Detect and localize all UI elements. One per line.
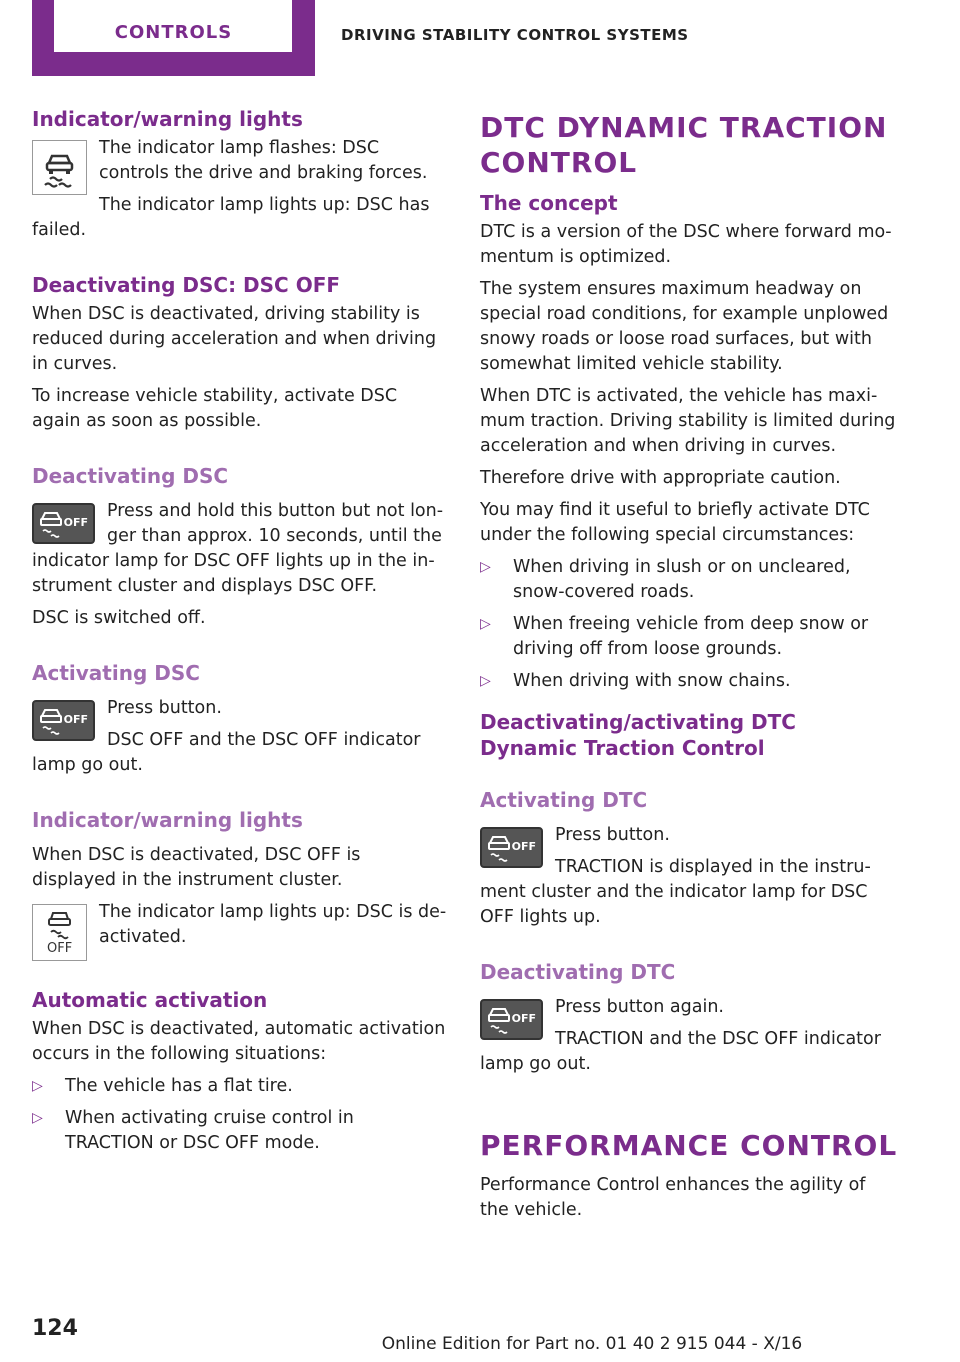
text-press2: Press button again. <box>555 997 724 1017</box>
press-hold-block <box>32 499 448 606</box>
text-flashes: The indicator lamp flashes: DSC controls the drive and braking forces. <box>99 138 428 183</box>
text-press-button: Press button. <box>107 698 222 718</box>
text-concept3: When DTC is activated, the vehicle has maximum traction. Driving stability is limited during acceleration and when driving in curves. <box>480 386 896 456</box>
text-deact1: When DSC is deactivated, driving stability is reduced during acceleration and when driving in curves. <box>32 304 437 374</box>
dsc-off-button-icon <box>32 503 95 544</box>
text-press-hold: Press and hold this button but not longer than approx. 10 seconds, until the indicator lamp for DSC OFF lights up in the instrument cluster and displays DSC OFF. <box>32 501 444 596</box>
header-tab <box>32 0 315 76</box>
text-switched-off: DSC is switched off. <box>32 608 206 628</box>
list-item: ▷ When driving in slush or on uncleared, snow-covered roads. <box>480 557 851 602</box>
off-label: OFF <box>511 1012 536 1025</box>
heading-indicator-lights: Indicator/warning lights <box>32 107 303 131</box>
dsc-off-button-icon <box>480 999 543 1040</box>
right-column <box>480 110 898 1230</box>
list-item: ▷ When driving with snow chains. <box>480 669 898 694</box>
text-failed: The indicator lamp lights up: DSC has failed. <box>32 195 430 240</box>
dsc-off-indicator-icon <box>32 904 87 961</box>
heading-concept: The concept <box>480 191 618 215</box>
dsc-off-button-icon <box>32 700 95 741</box>
text-concept1: DTC is a version of the DSC where forward momentum is optimized. <box>480 222 892 267</box>
heading-indicator-lights-2: Indicator/warning lights <box>32 808 303 832</box>
activate-dtc-block <box>480 823 898 937</box>
triangle-bullet-icon: ▷ <box>480 559 491 575</box>
heading-activating-dsc: Activating DSC <box>32 661 200 685</box>
heading-deactivating-dsc: Deactivating DSC <box>32 464 229 488</box>
text-go-out: DSC OFF and the DSC OFF indicator lamp go out. <box>32 730 421 775</box>
section-title: DRIVING STABILITY CONTROL SYSTEMS <box>341 26 689 44</box>
circumstances-list <box>480 555 898 694</box>
tab-label: CONTROLS <box>114 22 233 43</box>
heading-deactivating-dsc-off: Deactivating DSC: DSC OFF <box>32 273 341 297</box>
list-item: ▷ When activating cruise control in TRACTION or DSC OFF mode. <box>32 1108 354 1153</box>
off-label: OFF <box>63 713 88 726</box>
text-auto: When DSC is deactivated, automatic activation occurs in the following situations: <box>32 1019 446 1064</box>
heading-automatic-activation: Automatic activation <box>32 988 268 1012</box>
triangle-bullet-icon: ▷ <box>32 1078 43 1094</box>
list-item: ▷ When freeing vehicle from deep snow or driving off from loose grounds. <box>480 614 869 659</box>
off-label: OFF <box>63 516 88 529</box>
car-off-label: OFF <box>47 941 73 956</box>
heading-performance-control: PERFORMANCE CONTROL <box>480 1129 898 1162</box>
activate-block <box>32 696 448 785</box>
auto-activation-list <box>32 1074 448 1156</box>
text-concept2: The system ensures maximum headway on special road conditions, for example unplowed snowy roads or loose road surfaces, but with somewhat limited vehicle stability. <box>480 279 889 374</box>
off-label: OFF <box>511 840 536 853</box>
text-performance: Performance Control enhances the agility of the vehicle. <box>480 1175 866 1220</box>
text-traction: TRACTION is displayed in the instrument cluster and the indicator lamp for DSC OFF lights up. <box>480 857 871 927</box>
heading-dtc: DTC DYNAMIC TRACTION CONTROL <box>480 111 888 179</box>
page-number: 124 <box>32 1316 78 1341</box>
text-concept4: Therefore drive with appropriate caution. <box>480 468 841 488</box>
indicator-flash-block <box>32 136 448 250</box>
deactivated-block <box>32 900 448 965</box>
dsc-off-button-icon <box>480 827 543 868</box>
heading-activating-dtc: Activating DTC <box>480 788 648 812</box>
footer-edition: Online Edition for Part no. 01 40 2 915 044 - X/16 <box>381 1334 803 1354</box>
dsc-car-icon <box>32 140 87 195</box>
left-column <box>32 106 448 1163</box>
text-deact2: To increase vehicle stability, activate DSC again as soon as possible. <box>32 386 398 431</box>
heading-deactivating-dtc: Deactivating DTC <box>480 960 676 984</box>
heading-deact-act-dtc: Deactivating/activating DTC Dynamic Traction Control <box>480 710 796 760</box>
list-item: ▷ The vehicle has a flat tire. <box>32 1074 448 1099</box>
deactivate-dtc-block <box>480 995 898 1084</box>
text-displayed: When DSC is deactivated, DSC OFF is displayed in the instrument cluster. <box>32 845 361 890</box>
text-press1: Press button. <box>555 825 670 845</box>
triangle-bullet-icon: ▷ <box>480 616 491 632</box>
triangle-bullet-icon: ▷ <box>480 673 491 689</box>
triangle-bullet-icon: ▷ <box>32 1110 43 1126</box>
text-concept5: You may find it useful to briefly activate DTC under the following special circumstances: <box>480 500 870 545</box>
text-deactivated: The indicator lamp lights up: DSC is deactivated. <box>99 902 447 947</box>
text-traction-out: TRACTION and the DSC OFF indicator lamp go out. <box>480 1029 881 1074</box>
